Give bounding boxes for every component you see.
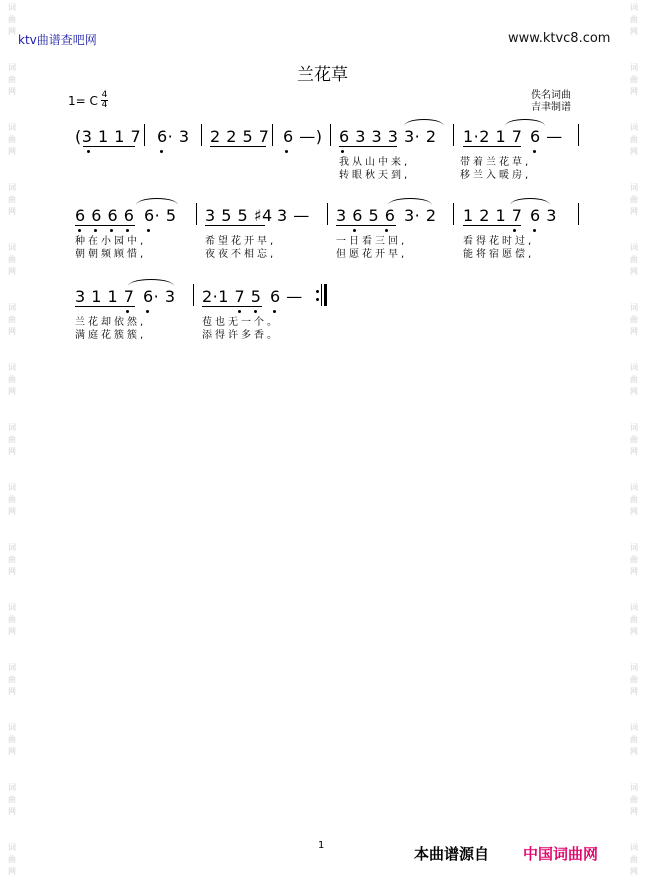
- measure: 6 —: [530, 127, 563, 146]
- site-name-left[interactable]: ktv曲谱查吧网: [18, 33, 97, 47]
- lyric-verse1: 兰花却依然,: [75, 317, 147, 328]
- beam-underline: [210, 146, 266, 147]
- watermark-text: [626, 662, 642, 698]
- watermark-char: 词: [8, 723, 16, 732]
- barline: [453, 124, 454, 146]
- watermark-text: [626, 542, 642, 578]
- repeat-dot: [316, 298, 319, 301]
- watermark-char: 词: [8, 483, 16, 492]
- watermark-char: 网: [8, 507, 16, 516]
- beam-underline: [463, 225, 521, 226]
- watermark-char: 网: [8, 267, 16, 276]
- watermark-text: [4, 122, 20, 158]
- beam-underline: [83, 146, 135, 147]
- watermark-char: 网: [630, 387, 638, 396]
- watermark-char: 曲: [630, 255, 638, 264]
- watermark-char: 词: [8, 543, 16, 552]
- watermark-text: [4, 62, 20, 98]
- lyric-verse2: 夜夜不相忘,: [205, 249, 277, 260]
- repeat-dot: [316, 290, 319, 293]
- measure: 3 1 1 7: [75, 287, 135, 306]
- barline: [193, 284, 194, 306]
- tie-arc: [388, 198, 432, 205]
- watermark-char: 曲: [8, 255, 16, 264]
- beam-underline: [75, 225, 135, 226]
- arranger-credit: 吉聿制谱: [531, 102, 571, 113]
- watermark-text: [4, 242, 20, 278]
- octave-dot-low: [285, 150, 288, 153]
- beam-underline: [463, 146, 521, 147]
- lyric-verse1: 带着兰花草,: [460, 157, 532, 168]
- watermark-text: [626, 482, 642, 518]
- watermark-char: 词: [8, 3, 16, 12]
- watermark-char: 词: [630, 3, 638, 12]
- watermark-text: [626, 722, 642, 758]
- watermark-char: 词: [8, 183, 16, 192]
- measure: 2·1 7 5: [202, 287, 262, 306]
- watermark-char: 词: [8, 783, 16, 792]
- measure: 3 6 5 6: [336, 206, 396, 225]
- watermark-char: 网: [8, 87, 16, 96]
- watermark-char: 网: [8, 687, 16, 696]
- repeat-barline-thick: [324, 284, 327, 306]
- watermark-char: 曲: [630, 195, 638, 204]
- key-signature: 1= C: [68, 94, 98, 108]
- tie-arc: [128, 279, 174, 286]
- watermark-char: 词: [630, 723, 638, 732]
- watermark-char: 网: [630, 147, 638, 156]
- watermark-char: 曲: [8, 675, 16, 684]
- octave-dot-low: [160, 150, 163, 153]
- watermark-char: 词: [630, 603, 638, 612]
- time-signature-top: 4: [101, 90, 108, 100]
- tie-arc: [404, 119, 444, 126]
- watermark-text: [4, 542, 20, 578]
- watermark-char: 词: [630, 783, 638, 792]
- lyric-verse2: 满庭花簇簇,: [75, 330, 147, 341]
- watermark-char: 词: [8, 303, 16, 312]
- watermark-char: 曲: [8, 15, 16, 24]
- watermark-char: 曲: [8, 735, 16, 744]
- lyric-verse1: 希望花开早,: [205, 236, 277, 247]
- watermark-text: [4, 602, 20, 638]
- lyric-verse2: 添得许多香。: [202, 330, 280, 341]
- song-title: 兰花草: [297, 65, 348, 85]
- watermark-char: 曲: [8, 495, 16, 504]
- measure: 6· 3: [157, 127, 190, 146]
- watermark-text: [626, 842, 642, 878]
- watermark-char: 曲: [630, 375, 638, 384]
- beam-underline: [202, 306, 262, 307]
- lyric-verse2: 朝朝频顾惜,: [75, 249, 147, 260]
- watermark-char: 词: [8, 123, 16, 132]
- watermark-char: 曲: [630, 795, 638, 804]
- watermark-char: 网: [630, 867, 638, 876]
- watermark-text: [4, 2, 20, 38]
- watermark-text: [4, 782, 20, 818]
- measure: 6 3: [530, 206, 557, 225]
- octave-dot-low: [147, 229, 150, 232]
- tie-arc: [510, 198, 550, 205]
- measure: 3· 2: [404, 127, 437, 146]
- watermark-char: 词: [630, 843, 638, 852]
- measure: 3· 2: [404, 206, 437, 225]
- watermark-text: [4, 662, 20, 698]
- watermark-text: [626, 62, 642, 98]
- barline: [453, 203, 454, 225]
- watermark-char: 词: [8, 603, 16, 612]
- measure: 6· 5: [144, 206, 177, 225]
- watermark-char: 曲: [8, 135, 16, 144]
- watermark-char: 网: [8, 867, 16, 876]
- watermark-char: 词: [8, 63, 16, 72]
- octave-dot-low: [87, 150, 90, 153]
- watermark-char: 网: [8, 327, 16, 336]
- watermark-char: 网: [8, 807, 16, 816]
- measure: 1 2 1 7: [463, 206, 523, 225]
- watermark-char: 词: [8, 363, 16, 372]
- watermark-char: 曲: [8, 375, 16, 384]
- site-url-right[interactable]: www.ktvc8.com: [508, 31, 611, 46]
- barline: [201, 124, 202, 146]
- source-label: 本曲谱源自: [414, 845, 490, 863]
- lyric-verse1: 苞也无一个。: [202, 317, 280, 328]
- watermark-char: 曲: [630, 435, 638, 444]
- barline: [272, 124, 273, 146]
- barline: [196, 203, 197, 225]
- watermark-text: [4, 722, 20, 758]
- watermark-char: 网: [630, 207, 638, 216]
- lyricist-credit: 佚名词曲: [531, 90, 571, 101]
- watermark-char: 词: [630, 423, 638, 432]
- watermark-char: 曲: [630, 75, 638, 84]
- watermark-char: 词: [8, 663, 16, 672]
- watermark-char: 网: [8, 207, 16, 216]
- watermark-char: 词: [630, 363, 638, 372]
- watermark-char: 网: [8, 147, 16, 156]
- time-signature-bottom: 4: [101, 100, 108, 110]
- barline: [578, 203, 579, 225]
- watermark-char: 曲: [8, 555, 16, 564]
- watermark-char: 网: [630, 87, 638, 96]
- beam-underline: [75, 306, 135, 307]
- octave-dot-low: [533, 150, 536, 153]
- watermark-text: [626, 242, 642, 278]
- tie-arc: [505, 119, 545, 126]
- watermark-char: 网: [8, 27, 16, 36]
- watermark-char: 词: [630, 243, 638, 252]
- lyric-verse2: 但愿花开早,: [336, 249, 408, 260]
- watermark-char: 曲: [8, 315, 16, 324]
- lyric-verse2: 转眼秋天到,: [339, 170, 411, 181]
- watermark-char: 网: [630, 807, 638, 816]
- source-site-link[interactable]: 中国词曲网: [523, 845, 599, 863]
- watermark-char: 网: [630, 507, 638, 516]
- beam-underline: [339, 146, 397, 147]
- watermark-char: 网: [8, 747, 16, 756]
- watermark-text: [4, 182, 20, 218]
- watermark-text: [626, 2, 642, 38]
- measure: 6 3 3 3: [339, 127, 399, 146]
- watermark-text: [626, 422, 642, 458]
- watermark-char: 网: [630, 447, 638, 456]
- watermark-char: 网: [8, 447, 16, 456]
- watermark-char: 网: [8, 387, 16, 396]
- lyric-verse1: 我从山中来,: [339, 157, 411, 168]
- tie-arc: [136, 198, 178, 205]
- watermark-text: [4, 362, 20, 398]
- watermark-char: 曲: [630, 15, 638, 24]
- watermark-char: 曲: [630, 675, 638, 684]
- beam-underline: [336, 225, 396, 226]
- watermark-char: 词: [630, 63, 638, 72]
- watermark-text: [626, 782, 642, 818]
- watermark-char: 曲: [630, 555, 638, 564]
- watermark-char: 词: [8, 843, 16, 852]
- octave-dot-low: [146, 310, 149, 313]
- watermark-text: [4, 842, 20, 878]
- lyric-verse2: 能将宿愿偿,: [463, 249, 535, 260]
- barline: [330, 124, 331, 146]
- watermark-text: [4, 302, 20, 338]
- measure: 6 —): [283, 127, 323, 146]
- watermark-char: 网: [630, 267, 638, 276]
- watermark-text: [626, 182, 642, 218]
- watermark-char: 词: [8, 423, 16, 432]
- watermark-text: [626, 602, 642, 638]
- watermark-char: 词: [8, 243, 16, 252]
- measure: 6 6 6 6: [75, 206, 135, 225]
- beam-underline: [205, 225, 265, 226]
- measure: (3 1 1 7: [75, 127, 142, 146]
- watermark-char: 词: [630, 303, 638, 312]
- time-signature: [101, 91, 108, 110]
- watermark-char: 曲: [630, 615, 638, 624]
- watermark-char: 网: [630, 627, 638, 636]
- watermark-char: 网: [630, 27, 638, 36]
- measure: 2 2 5 7: [210, 127, 270, 146]
- watermark-char: 词: [630, 663, 638, 672]
- page-number: 1: [318, 840, 325, 851]
- lyric-verse1: 种在小园中,: [75, 236, 147, 247]
- watermark-char: 网: [630, 687, 638, 696]
- measure: 1·2 1 7: [463, 127, 523, 146]
- lyric-verse1: 一日看三回,: [336, 236, 408, 247]
- watermark-char: 曲: [8, 75, 16, 84]
- watermark-char: 曲: [8, 435, 16, 444]
- measure: 3 5 5 ♯4: [205, 206, 273, 225]
- watermark-char: 曲: [8, 855, 16, 864]
- watermark-char: 词: [630, 183, 638, 192]
- watermark-char: 曲: [630, 135, 638, 144]
- watermark-text: [626, 362, 642, 398]
- watermark-char: 网: [8, 567, 16, 576]
- lyric-verse1: 看得花时过,: [463, 236, 535, 247]
- watermark-char: 曲: [8, 615, 16, 624]
- watermark-char: 网: [8, 627, 16, 636]
- watermark-char: 曲: [630, 495, 638, 504]
- barline: [578, 124, 579, 146]
- repeat-barline-thin: [321, 284, 322, 306]
- measure: 3 —: [277, 206, 310, 225]
- watermark-char: 曲: [8, 795, 16, 804]
- watermark-text: [626, 302, 642, 338]
- watermark-char: 网: [630, 327, 638, 336]
- watermark-char: 曲: [630, 735, 638, 744]
- barline: [144, 124, 145, 146]
- watermark-text: [4, 422, 20, 458]
- watermark-char: 网: [630, 747, 638, 756]
- watermark-char: 曲: [8, 195, 16, 204]
- watermark-char: 网: [630, 567, 638, 576]
- watermark-text: [4, 482, 20, 518]
- measure: 6 —: [270, 287, 303, 306]
- watermark-char: 曲: [630, 855, 638, 864]
- watermark-char: 词: [630, 123, 638, 132]
- barline: [327, 203, 328, 225]
- watermark-char: 曲: [630, 315, 638, 324]
- watermark-text: [626, 122, 642, 158]
- lyric-verse2: 移兰入暖房,: [460, 170, 532, 181]
- measure: 6· 3: [143, 287, 176, 306]
- watermark-char: 词: [630, 543, 638, 552]
- watermark-char: 词: [630, 483, 638, 492]
